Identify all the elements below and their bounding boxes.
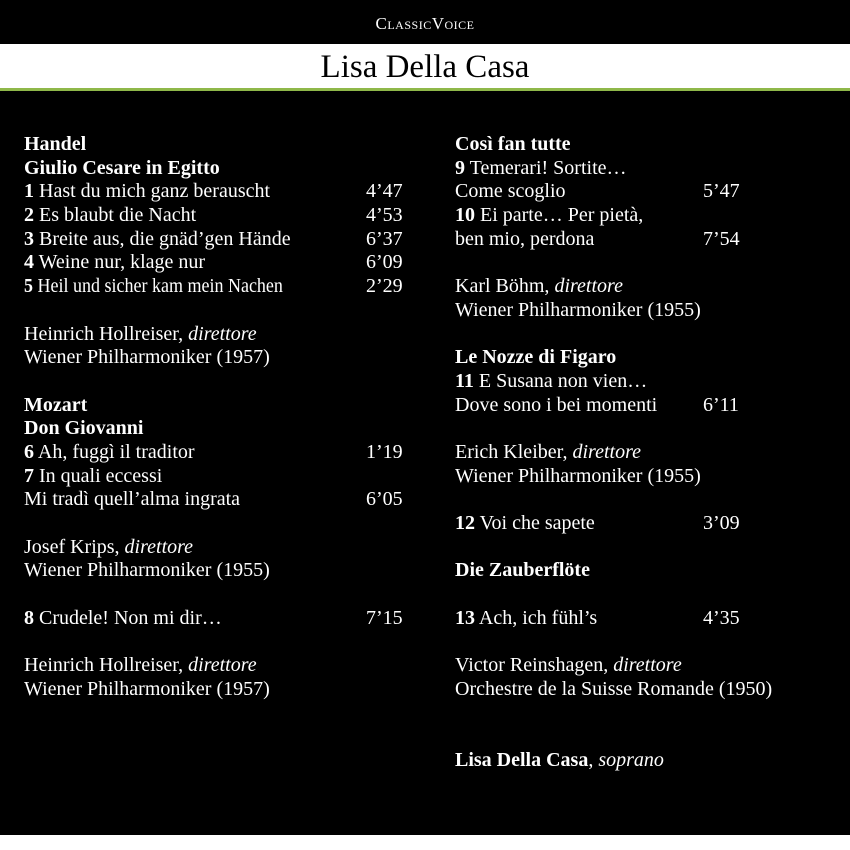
track-title: Voi che sapete [479,512,595,534]
track-duration: 5’47 [703,180,740,203]
track-number: 9 [455,156,465,179]
track-title: Come scoglio [455,180,566,203]
track-title: Weine nur, klage nur [38,251,206,274]
track-title: In quali eccessi [39,464,163,487]
track-title: Hast du mich ganz berauscht [39,180,271,203]
track-title: Temerari! Sortite… [469,156,627,179]
track-duration: 6’05 [366,488,403,511]
orchestra-line: Wiener Philharmoniker (1955) [455,298,701,321]
work-title: Die Zauberflöte [455,559,590,582]
brand-label: ClassicVoice [375,14,475,33]
conductor-role: direttore [554,275,623,298]
orchestra-line: Wiener Philharmoniker (1957) [24,677,270,700]
track-duration: 7’15 [366,606,403,629]
track-row-continued [455,180,845,204]
soloist-role: soprano [598,748,664,771]
conductor-role: direttore [188,322,257,345]
conductor-line [24,323,424,347]
track-row [455,204,845,228]
conductor-role: direttore [188,654,257,677]
composer-mozart: Mozart [24,393,88,416]
track-row-continued [455,228,845,252]
track-number: 13 [455,606,475,629]
conductor-line [455,275,845,299]
track-duration: 6’11 [703,393,739,416]
conductor-line [24,536,424,560]
track-title: Es blaubt die Nacht [39,204,197,227]
track-duration: 4’35 [703,606,740,629]
conductor-line [24,654,424,678]
right-column [455,133,845,773]
track-number: 5 [24,275,33,298]
work-title: Così fan tutte [455,133,571,155]
bottom-strip [0,835,850,850]
track-number: 11 [455,369,474,392]
soloist-name: Lisa Della Casa [455,748,589,771]
track-row [24,441,424,465]
track-duration: 6’09 [366,251,403,274]
track-title: Mi tradì quell’alma ingrata [24,488,241,511]
track-title: Crudele! Non mi dir… [39,606,222,629]
composer-handel: Handel [24,133,87,155]
conductor-role: direttore [572,440,641,463]
track-row [24,228,424,252]
track-number: 3 [24,227,34,250]
conductor-role: direttore [613,654,682,677]
track-duration: 4’53 [366,204,403,227]
track-duration: 7’54 [703,227,740,250]
track-duration: 1’19 [366,440,403,463]
track-row [24,465,424,489]
conductor-name: Karl Böhm, [455,275,550,298]
conductor-name: Josef Krips, [24,535,120,558]
track-row [24,607,424,631]
conductor-line [455,654,845,678]
track-row [455,157,845,181]
page-title: Lisa Della Casa [320,49,530,85]
track-row-continued [455,394,845,418]
track-number: 1 [24,180,34,203]
orchestra-line: Wiener Philharmoniker (1955) [455,464,701,487]
track-number: 8 [24,606,34,629]
work-title: Le Nozze di Figaro [455,346,617,369]
conductor-role: direttore [124,535,194,558]
track-number: 2 [24,204,34,227]
title-band [0,44,850,91]
track-row [24,275,424,299]
orchestra-line: Wiener Philharmoniker (1957) [24,346,270,369]
track-row [455,607,845,631]
track-number: 6 [24,440,34,463]
work-title: Don Giovanni [24,417,144,440]
track-duration: 2’29 [366,275,403,298]
track-duration: 6’37 [366,227,403,250]
track-number: 4 [24,251,34,274]
track-title: Ah, fuggì il traditor [37,440,195,463]
track-duration: 4’47 [366,180,403,203]
track-duration: 3’09 [703,512,740,534]
track-row [24,251,424,275]
track-row [455,370,845,394]
left-column [24,133,424,702]
track-title: Ach, ich fühl’s [478,606,598,629]
conductor-name: Heinrich Hollreiser, [24,654,184,677]
track-number: 12 [455,512,475,534]
track-title: E Susana non vien… [478,369,648,392]
conductor-name: Erich Kleiber, [455,440,568,463]
soloist-line: Lisa Della Casa, soprano [455,748,664,771]
track-label-condensed [24,275,283,299]
track-row [24,204,424,228]
conductor-line [455,441,845,465]
track-row [24,180,424,204]
conductor-name: Victor Reinshagen, [455,654,609,677]
track-row [455,512,845,536]
track-title: Heil und sicher kam mein Nachen [37,275,283,298]
track-title: Breite aus, die gnäd’gen Hände [39,227,291,250]
track-row-continued [24,488,424,512]
track-number: 10 [455,204,475,227]
conductor-name: Heinrich Hollreiser, [24,322,184,345]
orchestra-line: Orchestre de la Suisse Romande (1950) [455,677,773,700]
work-title: Giulio Cesare in Egitto [24,156,220,179]
track-title: ben mio, perdona [455,227,595,250]
track-title: Dove sono i bei momenti [455,393,658,416]
orchestra-line: Wiener Philharmoniker (1955) [24,559,270,582]
track-number: 7 [24,464,34,487]
track-title: Ei parte… Per pietà, [480,204,644,227]
